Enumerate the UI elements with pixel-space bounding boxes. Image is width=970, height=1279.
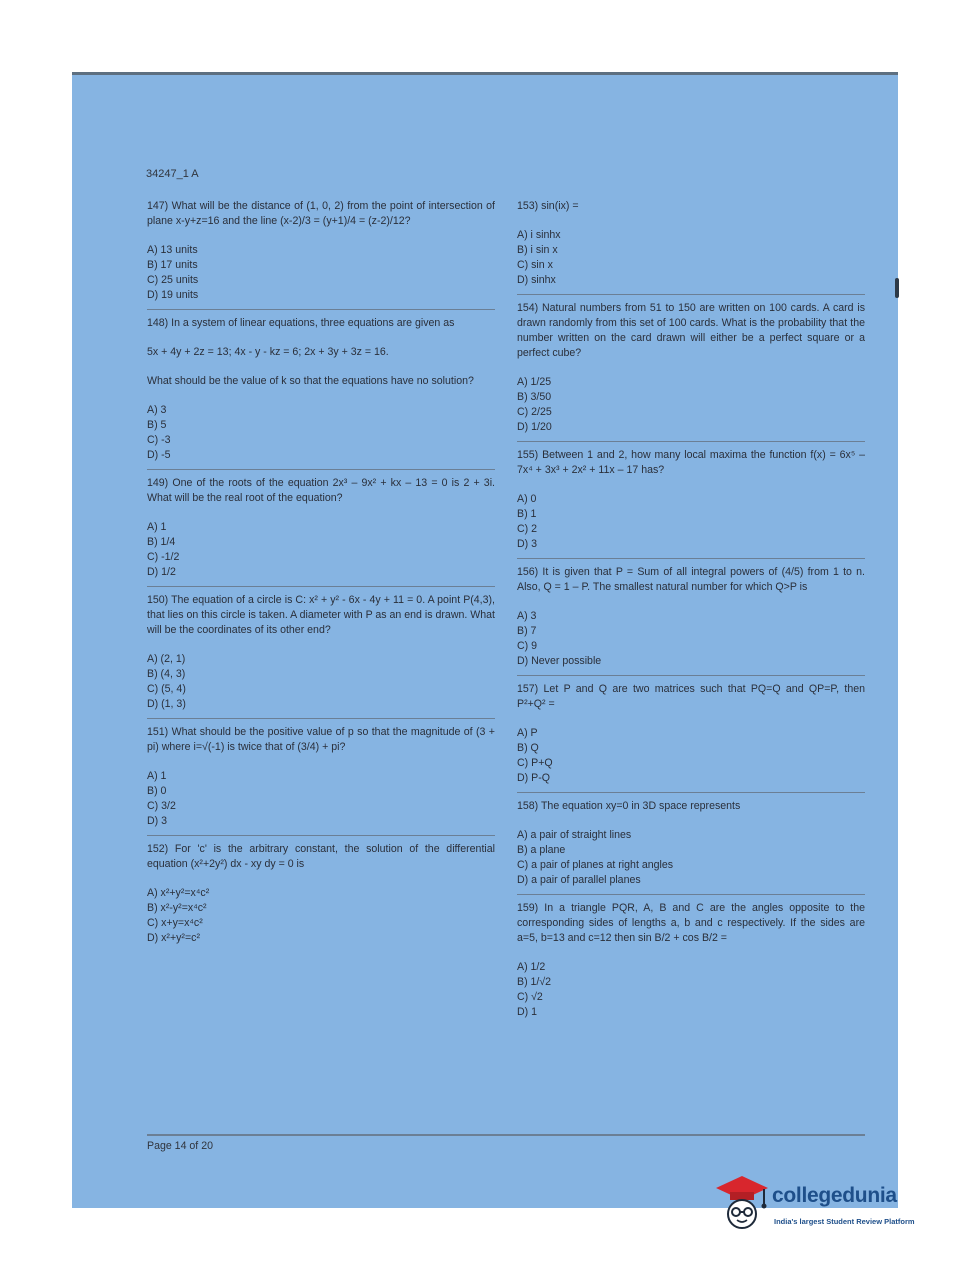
option: A) a pair of straight lines [517,829,632,841]
option: A) 1 [147,770,167,782]
option: B) 1/4 [147,536,176,548]
question-stem: 153) sin(ix) = [517,200,579,212]
option: C) 25 units [147,274,199,286]
footer-rule [147,1134,865,1136]
options-list [147,886,495,946]
question-stem: 151) What should be the positive value of p so that the magnitude of (3 + pi) where i=√(-1) is twice that of (3/4) + pi? [147,726,495,753]
brand-tagline: India's largest Student Review Platform [774,1217,915,1226]
options-list [517,375,865,435]
right-column [517,199,865,1032]
option: C) -3 [147,434,171,446]
option: B) 1/√2 [517,976,552,988]
option: A) 1/25 [517,376,552,388]
option: C) a pair of planes at right angles [517,859,674,871]
question-stem: 150) The equation of a circle is C: x² + y² - 6x - 4y + 11 = 0. A point P(4,3), that lies on this circle is taken. A diameter with P as an end is drawn. What will be the coordinates of its other end? [147,594,495,636]
brand-name: collegedunia [772,1184,897,1207]
option: C) sin x [517,259,553,271]
question-151 [147,725,495,836]
question-153 [517,199,865,295]
option: C) 2 [517,523,538,535]
option: A) 0 [517,493,537,505]
option: A) x²+y²=x⁴c² [147,887,210,899]
question-stem: 155) Between 1 and 2, how many local maxima the function f(x) = 6x⁵ – 7x⁴ + 3x³ + 2x² + 11x – 17 has? [517,449,865,476]
options-list [147,769,495,829]
option: B) a plane [517,844,566,856]
option: D) Never possible [517,655,602,667]
option: B) 0 [147,785,167,797]
question-stem: 158) The equation xy=0 in 3D space represents [517,800,741,812]
option: C) -1/2 [147,551,180,563]
question-152 [147,842,495,952]
option: D) 1/20 [517,421,552,433]
question-156 [517,565,865,676]
options-list [517,726,865,786]
option: D) 1/2 [147,566,176,578]
options-list [147,403,495,463]
option: B) 7 [517,625,537,637]
question-stem: 148) In a system of linear equations, three equations are given as [147,317,455,329]
option: A) 3 [147,404,167,416]
option: C) P+Q [517,757,553,769]
option: D) 3 [517,538,538,550]
option: B) 17 units [147,259,198,271]
option: D) -5 [147,449,171,461]
options-list [147,652,495,712]
option: A) 1 [147,521,167,533]
option: D) 19 units [147,289,199,301]
options-list [517,228,865,288]
question-150 [147,593,495,719]
question-stem: 159) In a triangle PQR, A, B and C are the angles opposite to the corresponding sides of lengths a, b and c respectively. If the sides are a=5, b=13 and c=12 then sin B/2 + cos B/2 = [517,902,865,944]
option: B) i sin x [517,244,558,256]
option: B) 3/50 [517,391,552,403]
option: D) P-Q [517,772,550,784]
option: A) 13 units [147,244,198,256]
options-list [147,243,495,303]
option: A) i sinhx [517,229,561,241]
question-stem: 149) One of the roots of the equation 2x³ – 9x² + kx – 13 = 0 is 2 + 3i. What will be the real root of the equation? [147,477,495,504]
option: C) √2 [517,991,543,1003]
option: A) 1/2 [517,961,546,973]
option: B) Q [517,742,539,754]
document-code: 34247_1 A [146,168,199,180]
question-stem: 152) For 'c' is the arbitrary constant, the solution of the differential equation (x²+2y²) dx - xy dy = 0 is [147,843,495,870]
option: D) 1 [517,1006,538,1018]
page-number: Page 14 of 20 [147,1140,213,1152]
question-154 [517,301,865,442]
options-list [517,828,865,888]
option: A) 3 [517,610,537,622]
option: C) 2/25 [517,406,552,418]
option: D) a pair of parallel planes [517,874,641,886]
option: D) sinhx [517,274,556,286]
mascot-icon [712,1170,770,1232]
option: B) 5 [147,419,167,431]
option: D) x²+y²=c² [147,932,200,944]
option: A) P [517,727,538,739]
option: D) 3 [147,815,168,827]
question-148 [147,316,495,470]
question-159 [517,901,865,1026]
brand-logo[interactable] [712,1170,952,1240]
option: B) x²-y²=x⁴c² [147,902,207,914]
left-column [147,199,495,958]
question-stem: 157) Let P and Q are two matrices such that PQ=Q and QP=P, then P²+Q² = [517,683,865,710]
question-157 [517,682,865,793]
option: A) (2, 1) [147,653,186,665]
question-149 [147,476,495,587]
question-158 [517,799,865,895]
question-stem: 154) Natural numbers from 51 to 150 are written on 100 cards. A card is drawn randomly from this set of 100 cards. What is the probability that the number written on the card drawn will either be a perfect square or a perfect cube? [517,302,865,359]
option: C) 3/2 [147,800,176,812]
page-edge-mark [895,278,899,298]
question-147 [147,199,495,310]
question-stem: 156) It is given that P = Sum of all integral powers of (4/5) from 1 to n. Also, Q = 1 – P. The smallest natural number for which Q>P is [517,566,865,593]
option: C) x+y=x⁴c² [147,917,203,929]
option: B) (4, 3) [147,668,186,680]
options-list [517,492,865,552]
equation-system: 5x + 4y + 2z = 13; 4x - y - kz = 6; 2x + 3y + 3z = 16. [147,346,389,358]
option: B) 1 [517,508,537,520]
option: C) (5, 4) [147,683,186,695]
question-stem: 147) What will be the distance of (1, 0, 2) from the point of intersection of plane x-y+z=16 and the line (x-2)/3 = (y+1)/4 = (z-2)/12? [147,200,495,227]
options-list [517,960,865,1020]
options-list [147,520,495,580]
question-prompt: What should be the value of k so that the equations have no solution? [147,375,474,387]
option: D) (1, 3) [147,698,186,710]
question-155 [517,448,865,559]
options-list [517,609,865,669]
option: C) 9 [517,640,538,652]
